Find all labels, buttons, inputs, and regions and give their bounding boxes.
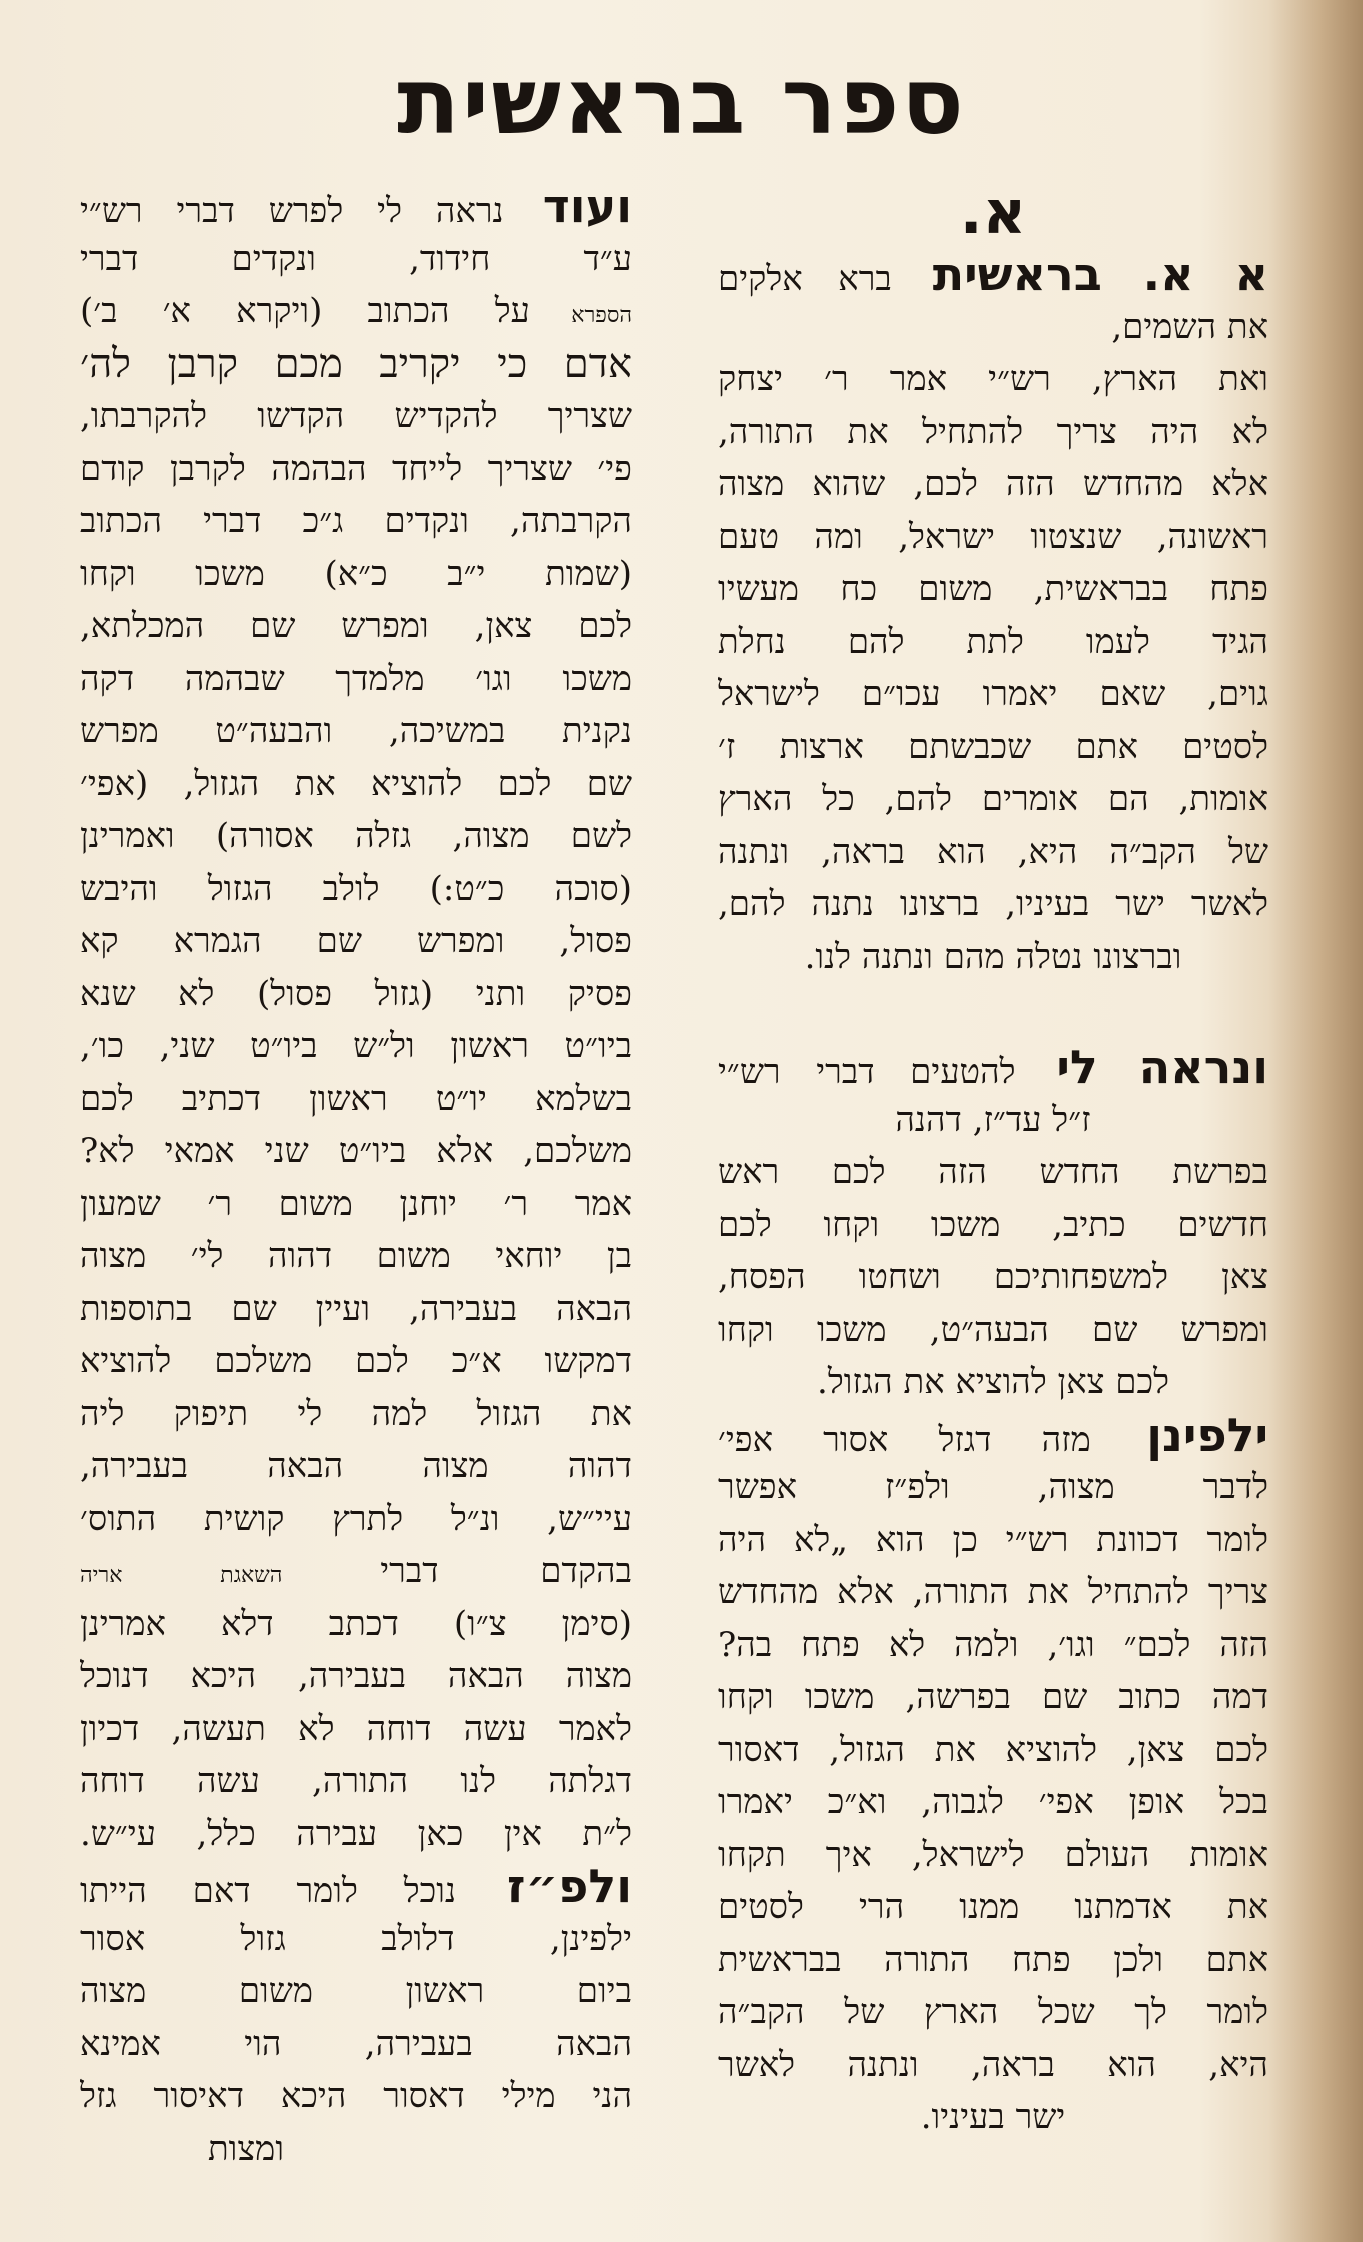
text-line: [80, 1283, 632, 1336]
text-line: [718, 1199, 1268, 1252]
text-line: [718, 1566, 1268, 1619]
line-text: משכו וגו׳ מלמדך שבהמה דקה: [80, 658, 632, 699]
text-line: [718, 1094, 1268, 1147]
line-text: ראשונה, שנצטוו ישראל, ומה טעם: [718, 516, 1268, 557]
text-line: [80, 1913, 632, 1966]
section-gap: [718, 983, 1268, 1041]
line-text: צריך להתחיל את התורה, אלא מהחדש: [718, 1572, 1268, 1612]
line-text: את אדמתנו ממנו הרי לסטים: [718, 1887, 1268, 1927]
text-line: [718, 1461, 1268, 1514]
line-text: בן יוחאי משום דהוה לי׳ מצוה: [80, 1236, 632, 1276]
text-line: [80, 1388, 632, 1441]
line-text: ז״ל עד״ז, דהנה: [895, 1099, 1091, 1140]
text-line: [80, 1755, 632, 1808]
right-column: [718, 178, 1268, 2144]
text-line: [80, 443, 632, 496]
line-text: פתח בבראשית, משום כח מעשיו: [718, 569, 1268, 609]
text-line: [80, 600, 632, 653]
text-line: [718, 2091, 1268, 2144]
text-line: [718, 1251, 1268, 1304]
line-text: ע״ד חידוד, ונקדים דברי: [80, 238, 632, 279]
line-text: שם לכם להוציא את הגזול, (אפי׳: [80, 763, 632, 804]
line-text: לאשר ישר בעיניו, ברצונו נתנה להם,: [718, 884, 1268, 924]
text-line: [80, 2123, 632, 2176]
line-text: פי׳ שצריך לייחד הבהמה לקרבן קודם: [80, 448, 632, 489]
text-line: [80, 653, 632, 706]
book-title: ספר בראשית: [397, 48, 966, 155]
line-text: את הגזול למה לי תיפוק ליה: [80, 1393, 632, 1434]
text-line: [80, 180, 632, 233]
text-line: [718, 826, 1268, 879]
line-text: בפרשת החדש הזה לכם ראש: [718, 1152, 1268, 1192]
text-line: [80, 338, 632, 391]
line-text: עיי״ש, ונ״ל לתרץ קושית התוס׳: [80, 1498, 632, 1539]
text-line: [718, 248, 1268, 301]
line-text: דגלתה לנו התורה, עשה דוחה: [80, 1761, 632, 1801]
text-line: [718, 1724, 1268, 1777]
line-text: של הקב״ה היא, הוא בראה, ונתנה: [718, 831, 1268, 872]
line-text: דהוה מצוה הבאה בעבירה,: [80, 1446, 632, 1486]
verse-number: א א.: [1101, 248, 1268, 301]
text-line: [80, 705, 632, 758]
lead-word: ועוד: [503, 180, 632, 233]
text-line: [80, 390, 632, 443]
line-text: פסיק ותני (גזול פסול) לא שנא: [80, 973, 632, 1014]
lead-word: ילפינן: [1090, 1408, 1268, 1461]
text-line: [80, 2018, 632, 2071]
text-line: [80, 810, 632, 863]
text-line: [80, 1703, 632, 1756]
text-line: [718, 878, 1268, 931]
line-text: מזה דגזל אסור אפי׳: [718, 1419, 1091, 1460]
line-text: ומצות: [207, 2128, 285, 2169]
line-text: ומפרש שם הבעה״ט, משכו וקחו: [718, 1309, 1268, 1350]
line-text: בשלמא יו״ט ראשון דכתיב לכם: [80, 1078, 632, 1119]
text-line: [718, 301, 1268, 354]
line-text: הבאה בעבירה, הוי אמינא: [80, 2023, 632, 2064]
line-text: אדם כי יקריב מכם קרבן לה׳: [80, 340, 632, 387]
line-text: דמה כתוב שם בפרשה, משכו וקחו: [718, 1677, 1268, 1717]
text-line: [718, 511, 1268, 564]
lead-word: ולפ״ז: [456, 1860, 632, 1913]
source-name: הספרא: [529, 303, 632, 328]
text-line: [80, 1650, 632, 1703]
text-line: [80, 863, 632, 916]
text-line: [80, 1965, 632, 2018]
line-text: להטעים דברי רש״י: [718, 1052, 1016, 1092]
line-text: הני מילי דאסור היכא דאיסור גזל: [80, 2076, 632, 2116]
text-line: [718, 1829, 1268, 1882]
text-line: [718, 1934, 1268, 1987]
line-text: גוים, שאם יאמרו עכו״ם לישראל: [718, 674, 1268, 714]
line-text: שצריך להקדיש הקדשו להקרבתו,: [80, 396, 632, 436]
line-text: ברא אלקים: [718, 259, 892, 299]
text-line: [80, 1440, 632, 1493]
line-text: משלכם, אלא ביו״ט שני אמאי לא?: [80, 1131, 632, 1171]
text-line: [80, 915, 632, 968]
line-text: לשם מצוה, גזלה אסורה) ואמרינן: [80, 816, 632, 856]
text-line: [718, 616, 1268, 669]
line-text: לא היה צריך להתחיל את התורה,: [718, 411, 1268, 452]
text-line: [80, 1230, 632, 1283]
text-line: [80, 2070, 632, 2123]
text-line: [718, 721, 1268, 774]
lead-word: בראשית: [891, 248, 1102, 301]
line-text: ל״ת אין כאן עבירה כלל, עי״ש.: [80, 1813, 632, 1854]
line-text: (שמות י״ב כ״א) משכו וקחו: [80, 553, 632, 594]
text-line: [80, 1178, 632, 1231]
text-line: [718, 406, 1268, 459]
line-text: אתם ולכן פתח התורה בבראשית: [718, 1939, 1268, 1980]
line-text: לדבר מצוה, ולפ״ז אפשר: [718, 1467, 1268, 1507]
line-text: לומר דכוונת רש״י כן הוא „לא היה: [718, 1519, 1268, 1560]
text-line: [718, 1409, 1268, 1462]
text-line: [718, 668, 1268, 721]
line-text: צאן למשפחותיכם ושחטו הפסח,: [718, 1257, 1268, 1297]
text-line: [80, 1598, 632, 1651]
text-line: [80, 1335, 632, 1388]
text-line: [80, 495, 632, 548]
line-text: ישר בעיניו.: [920, 2097, 1066, 2137]
line-text: אלא מהחדש הזה לכם, שהוא מצוה: [718, 464, 1268, 504]
text-line: [718, 563, 1268, 616]
line-text: חדשים כתיב, משכו וקחו לכם: [718, 1204, 1268, 1245]
line-text: בכל אופן אפי׳ לגבוה, וא״כ יאמרו: [718, 1782, 1268, 1822]
line-text: הזה לכם״ וגו׳, ולמה לא פתח בה?: [718, 1624, 1268, 1665]
line-text: אמר ר׳ יוחנן משום ר׳ שמעון: [80, 1183, 632, 1224]
lead-word: ונראה לי: [1015, 1041, 1268, 1094]
line-text: ביום ראשון משום מצוה: [80, 1971, 632, 2011]
left-column: [80, 180, 632, 2175]
text-line: [80, 1125, 632, 1178]
text-line: [718, 931, 1268, 984]
line-text: נראה לי לפרש דברי רש״י: [80, 191, 504, 231]
line-text: הקרבתה, ונקדים ג״כ דברי הכתוב: [80, 501, 632, 541]
text-line: [718, 458, 1268, 511]
line-text: ביו״ט ראשון ול״ש ביו״ט שני, כו׳,: [80, 1026, 632, 1066]
text-line: [80, 233, 632, 286]
text-line: [80, 285, 632, 338]
commentary-section-1: [718, 248, 1268, 983]
line-text: (סוכה כ״ט:) לולב הגזול והיבש: [80, 868, 632, 909]
text-line: [80, 1808, 632, 1861]
line-text: הגיד לעמו לתת להם נחלת: [718, 621, 1268, 662]
line-text: לאמר עשה דוחה לא תעשה, דכיון: [80, 1708, 632, 1749]
text-line: [718, 1356, 1268, 1409]
line-text: ילפינן, דלולב גזול אסור: [80, 1918, 632, 1959]
text-line: [718, 1304, 1268, 1357]
line-text: דמקשו א״כ לכם משלכם להוציא: [80, 1341, 632, 1381]
line-text: לכם צאן, ומפרש שם המכלתא,: [80, 606, 632, 646]
line-text: נוכל לומר דאם הייתו: [80, 1871, 457, 1911]
text-line: [718, 1671, 1268, 1724]
text-line: [80, 1860, 632, 1913]
commentary-section-2: [718, 1041, 1268, 2144]
chapter-number: א.: [959, 178, 1027, 248]
text-line: [718, 1619, 1268, 1672]
line-text: את השמים,: [1111, 306, 1268, 347]
line-text: אומות, הם אומרים להם, כל הארץ: [718, 779, 1268, 819]
text-line: [718, 1986, 1268, 2039]
line-text: על הכתוב (ויקרא א׳ ב׳): [80, 291, 530, 331]
line-text: לכם צאן, להוציא את הגזול, דאסור: [718, 1729, 1268, 1770]
source-name: השאגת אריה: [80, 1563, 381, 1588]
line-text: אומות העולם לישראל, איך תקחו: [718, 1834, 1268, 1875]
text-line: [718, 773, 1268, 826]
text-line: [80, 1073, 632, 1126]
text-line: [718, 353, 1268, 406]
line-text: לומר לך שכל הארץ של הקב״ה: [718, 1992, 1268, 2032]
line-text: (סימן צ״ו) דכתב דלא אמרינן: [80, 1603, 632, 1644]
line-text: ואת הארץ, רש״י אמר ר׳ יצחק: [718, 359, 1268, 399]
text-line: [80, 1020, 632, 1073]
line-text: בהקדם דברי: [380, 1551, 632, 1591]
text-line: [80, 548, 632, 601]
text-line: [80, 968, 632, 1021]
line-text: נקנית במשיכה, והבעה״ט מפרש: [80, 711, 632, 751]
line-text: וברצונו נטלה מהם ונתנה לנו.: [804, 936, 1182, 977]
text-line: [718, 1146, 1268, 1199]
line-text: פסול, ומפרש שם הגמרא קא: [80, 921, 632, 961]
text-line: [718, 1514, 1268, 1567]
text-line: [718, 2039, 1268, 2092]
line-text: היא, הוא בראה, ונתנה לאשר: [718, 2044, 1268, 2085]
text-line: [80, 1493, 632, 1546]
line-text: לסטים אתם שכבשתם ארצות ז׳: [718, 726, 1268, 767]
text-line: [80, 1545, 632, 1598]
text-line: [718, 1776, 1268, 1829]
line-text: מצוה הבאה בעבירה, היכא דנוכל: [80, 1656, 632, 1696]
text-line: [718, 1881, 1268, 1934]
text-line: [718, 1041, 1268, 1094]
text-line: [80, 758, 632, 811]
line-text: הבאה בעבירה, ועיין שם בתוספות: [80, 1288, 632, 1329]
line-text: לכם צאן להוציא את הגזול.: [817, 1362, 1169, 1402]
